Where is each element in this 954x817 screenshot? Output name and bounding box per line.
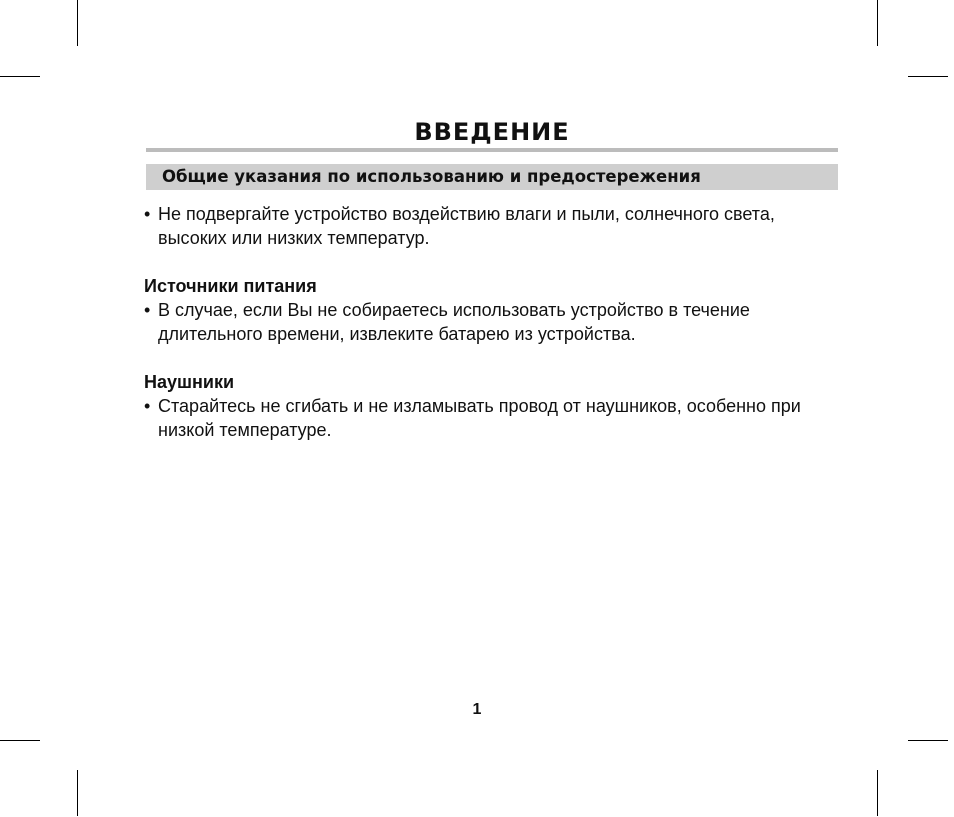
general-warning-item (144, 202, 844, 250)
crop-mark-bottom-right-vertical (877, 770, 878, 816)
section-header-bar (146, 164, 838, 190)
headphones-text: Старайтесь не сгибать и не изламывать провод от наушников, особенно при низкой температуре. (158, 396, 801, 440)
headphones-heading: Наушники (144, 372, 235, 392)
crop-mark-top-right-vertical (877, 0, 878, 46)
bullet-icon: • (144, 396, 151, 416)
headphones-item (144, 394, 844, 442)
power-sources-heading: Источники питания (144, 276, 317, 296)
crop-mark-bottom-left-horizontal (0, 740, 40, 741)
page-number: 1 (472, 701, 482, 718)
power-sources-item (144, 298, 844, 346)
crop-mark-bottom-left-vertical (77, 770, 78, 816)
bullet-icon: • (144, 204, 151, 224)
crop-mark-top-left-horizontal (0, 76, 40, 77)
crop-mark-top-left-vertical (77, 0, 78, 46)
power-sources-text: В случае, если Вы не собираетесь использовать устройство в течение длительного времени, извлеките батарею из устройства. (158, 300, 750, 344)
page-content (144, 202, 844, 442)
crop-mark-bottom-right-horizontal (908, 740, 948, 741)
general-warning-text: Не подвергайте устройство воздействию влаги и пыли, солнечного света, высоких или низких температур. (158, 204, 775, 248)
title-underline-rule (146, 148, 838, 152)
section-title: Общие указания по использованию и предостережения (162, 167, 701, 186)
page-title: ВВЕДЕНИЕ (414, 118, 570, 146)
crop-mark-top-right-horizontal (908, 76, 948, 77)
bullet-icon: • (144, 300, 151, 320)
